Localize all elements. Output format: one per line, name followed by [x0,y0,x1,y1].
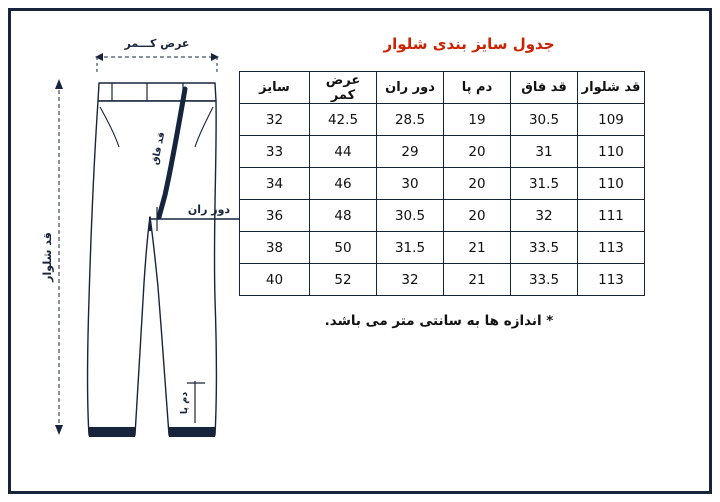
table-row [240,168,645,200]
table-row [240,136,645,168]
table-header-cell: قد فاق [511,72,578,104]
table-cell: 42.5 [310,104,377,136]
table-header-cell: سایز [240,72,310,104]
table-cell: 33.5 [511,264,578,296]
label-hem: دم پا [179,391,190,415]
waist-width-dimension [95,53,219,75]
table-cell: 32 [511,200,578,232]
table-cell: 31.5 [377,232,444,264]
table-cell: 36 [240,200,310,232]
table-row [240,232,645,264]
table-cell: 110 [578,136,645,168]
table-cell: 40 [240,264,310,296]
table-header-cell: دم پا [444,72,511,104]
table-cell: 44 [310,136,377,168]
table-cell: 30.5 [377,200,444,232]
table-row [240,104,645,136]
table-cell: 32 [240,104,310,136]
table-cell: 31.5 [511,168,578,200]
footnote: * اندازه ها به سانتی متر می باشد. [324,313,554,329]
table-header-cell: قد شلوار [578,72,645,104]
table-cell: 29 [377,136,444,168]
label-thigh: دور ران [187,203,231,216]
pants-outline [88,83,217,437]
page-title-wrapper [269,35,669,53]
page-title: جدول سایز بندی شلوار [383,35,555,53]
table-row [240,264,645,296]
table-header-cell: عرض کمر [310,72,377,104]
table-row [240,200,645,232]
table-cell: 113 [578,264,645,296]
table-cell: 30 [377,168,444,200]
table-cell: 31 [511,136,578,168]
table-cell: 30.5 [511,104,578,136]
table-cell: 50 [310,232,377,264]
table-cell: 46 [310,168,377,200]
table-cell: 111 [578,200,645,232]
table-cell: 52 [310,264,377,296]
table-cell: 21 [444,264,511,296]
table-header-row [240,72,645,104]
table-cell: 110 [578,168,645,200]
label-trouser-length: قد شلوار [41,232,54,282]
table-cell: 28.5 [377,104,444,136]
table-cell: 20 [444,200,511,232]
label-rise: قد فاق [149,131,168,166]
trouser-length-dimension [55,79,63,435]
table-cell: 32 [377,264,444,296]
page-frame [8,8,712,494]
table-cell: 20 [444,136,511,168]
table-cell: 21 [444,232,511,264]
table-cell: 20 [444,168,511,200]
table-header-cell: دور ران [377,72,444,104]
table-cell: 113 [578,232,645,264]
table-cell: 33 [240,136,310,168]
pants-diagram [37,31,257,471]
table-cell: 38 [240,232,310,264]
table-cell: 33.5 [511,232,578,264]
size-table [239,71,645,296]
table-cell: 34 [240,168,310,200]
table-cell: 19 [444,104,511,136]
label-waist-width: عرض کـــمر [124,37,190,50]
table-cell: 48 [310,200,377,232]
table-cell: 109 [578,104,645,136]
